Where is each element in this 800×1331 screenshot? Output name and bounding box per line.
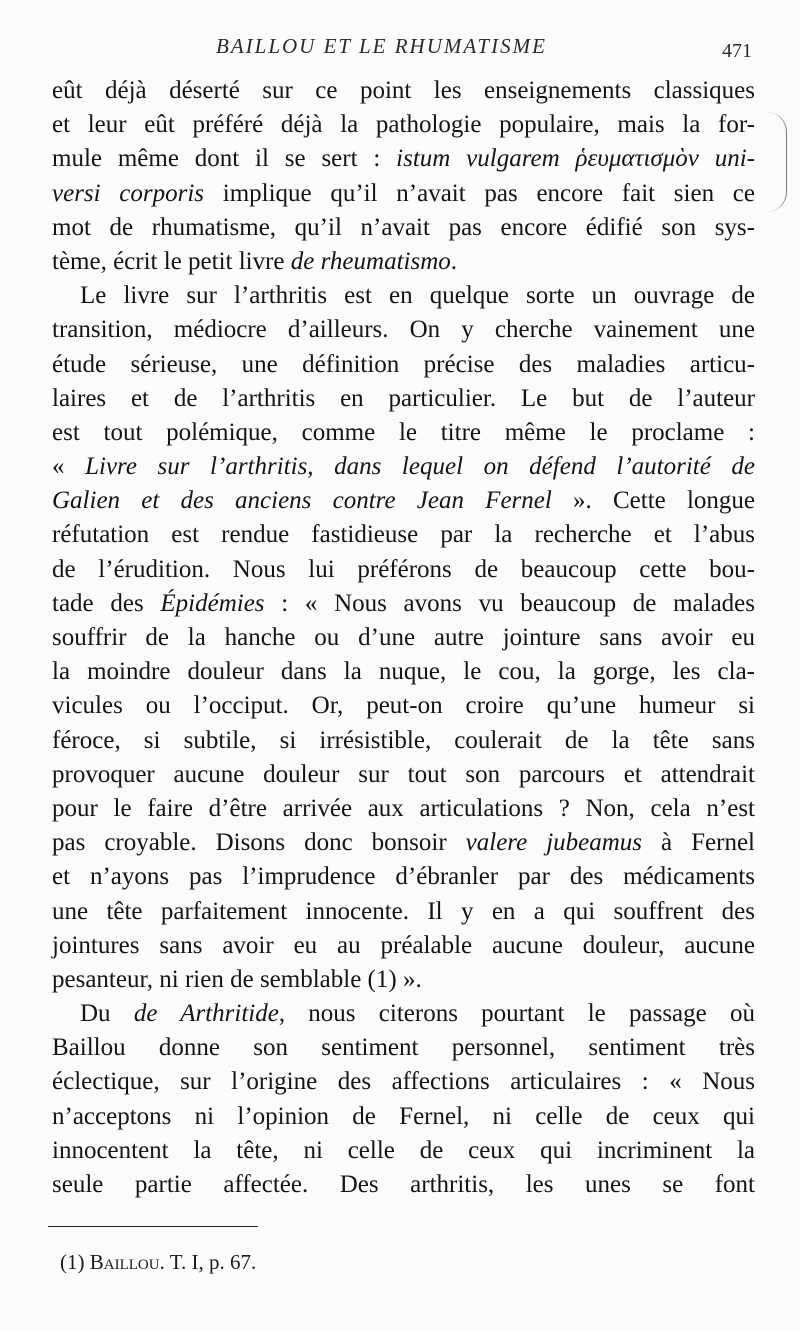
footnote <box>60 1250 256 1275</box>
margin-pencil-mark <box>764 112 787 212</box>
text-span: seule partie affectée. Des arthritis, les unes se font <box>52 1171 755 1198</box>
text-span: : « Nous avons vu beaucoup de malades <box>264 589 755 617</box>
text-span: mule même dont il se sert : <box>52 145 397 173</box>
text-line <box>52 792 755 826</box>
text-span: Baillou donne son sentiment personnel, sentiment très <box>52 1034 755 1062</box>
text-line <box>52 860 755 894</box>
text-line <box>52 211 755 245</box>
text-span: et n’ayons pas l’imprudence d’ébranler par des médicaments <box>52 863 755 891</box>
text-span: Le livre sur l’arthritis est en quelque sorte un ouvrage de <box>80 282 755 310</box>
text-line <box>52 484 755 518</box>
text-line <box>52 587 755 621</box>
text-span: réfutation est rendue fastidieuse par la recherche et l’abus <box>52 521 755 549</box>
text-span: . <box>450 247 457 275</box>
text-line <box>52 382 755 416</box>
text-line <box>52 279 755 313</box>
text-line <box>52 929 755 963</box>
text-span: de l’érudition. Nous lui préférons de beaucoup cette bou- <box>52 555 755 583</box>
italic-span: istum vulgarem ῥευματισμὸν uni- <box>396 145 755 173</box>
text-line <box>52 1134 755 1168</box>
text-line <box>52 518 755 552</box>
text-line <box>52 142 755 176</box>
text-span: est tout polémique, comme le titre même le proclame : <box>52 418 755 446</box>
text-line <box>52 245 755 279</box>
text-line <box>52 963 755 997</box>
page-number: 471 <box>722 40 752 62</box>
text-span: laires et de l’arthritis en particulier. Le but de l’auteur <box>52 384 755 412</box>
italic-span: Épidémies <box>160 589 265 617</box>
text-span: tade des <box>52 589 161 617</box>
text-span: transition, médiocre d’ailleurs. On y cherche vainement une <box>52 316 755 344</box>
text-span: pour le faire d’être arrivée aux articulations ? Non, cela n’est <box>52 794 755 822</box>
footnote-author: Baillou <box>89 1250 160 1274</box>
text-line <box>52 655 755 689</box>
text-line <box>52 416 755 450</box>
text-line <box>52 348 755 382</box>
text-span: tème, écrit le petit livre <box>52 247 291 275</box>
text-span: et leur eût préféré déjà la pathologie populaire, mais la for- <box>52 111 755 139</box>
text-span: provoquer aucune douleur sur tout son parcours et attendrait <box>52 760 755 788</box>
text-span: pas croyable. Disons donc bonsoir <box>52 829 466 857</box>
text-line <box>52 826 755 860</box>
text-span: eût déjà déserté sur ce point les enseignements classiques <box>52 77 755 104</box>
text-span: mot de rhumatisme, qu’il n’avait pas encore édifié son sys- <box>52 213 755 241</box>
text-span: pesanteur, ni rien de semblable (1) ». <box>52 965 422 993</box>
text-span: ». Cette longue <box>551 487 755 515</box>
text-line <box>52 553 755 587</box>
text-span: jointures sans avoir eu au préalable aucune douleur, aucune <box>52 931 755 959</box>
text-line <box>52 758 755 792</box>
footnote-marker: (1) <box>60 1250 85 1274</box>
text-line <box>52 450 755 484</box>
text-span: vicules ou l’occiput. Or, peut-on croire qu’une humeur si <box>52 692 755 720</box>
italic-span: versi corporis <box>52 179 205 207</box>
italic-span: Livre sur l’arthritis, dans lequel on défend l’autorité de <box>85 453 756 481</box>
text-line <box>52 313 755 347</box>
text-span: la moindre douleur dans la nuque, le cou, la gorge, les cla- <box>52 658 755 686</box>
italic-span: valere jubeamus <box>465 829 643 857</box>
text-span: étude sérieuse, une définition précise des maladies articu- <box>52 350 755 378</box>
text-span: innocentent la tête, ni celle de ceux qui incriminent la <box>52 1136 755 1164</box>
text-line <box>52 895 755 929</box>
body-text <box>52 74 755 1202</box>
text-line <box>52 177 755 211</box>
text-span: n’acceptons ni l’opinion de Fernel, ni celle de ceux qui <box>52 1102 755 1130</box>
text-span: « <box>52 453 86 481</box>
running-title: BAILLOU ET LE RHUMATISME <box>216 34 547 58</box>
text-line <box>52 689 755 723</box>
text-span: une tête parfaitement innocente. Il y en a qui souffrent des <box>52 897 755 925</box>
text-line <box>52 74 755 108</box>
text-span: , nous citerons pourtant le passage où <box>278 1000 755 1028</box>
footnote-reference: . T. I, p. 67. <box>159 1250 257 1274</box>
text-span: éclectique, sur l’origine des affections articulaires : « Nous <box>52 1068 755 1096</box>
text-line <box>52 997 755 1031</box>
text-line <box>52 108 755 142</box>
footnote-rule <box>48 1226 258 1227</box>
text-line <box>52 1065 755 1099</box>
text-span: Du <box>80 1000 134 1028</box>
text-span: implique qu’il n’avait pas encore fait sien ce <box>204 179 755 207</box>
text-line <box>52 1100 755 1134</box>
text-span: à Fernel <box>642 829 755 857</box>
text-line <box>52 1031 755 1065</box>
text-span: souffrir de la hanche ou d’une autre jointure sans avoir eu <box>52 624 755 651</box>
italic-span: de rheumatismo <box>290 247 451 275</box>
text-line <box>52 1168 755 1202</box>
italic-span: de Arthritide <box>133 1000 279 1028</box>
text-span: féroce, si subtile, si irrésistible, coulerait de la tête sans <box>52 726 755 754</box>
text-line <box>52 621 755 655</box>
text-line <box>52 724 755 758</box>
italic-span: Galien et des anciens contre Jean Fernel <box>52 487 552 515</box>
